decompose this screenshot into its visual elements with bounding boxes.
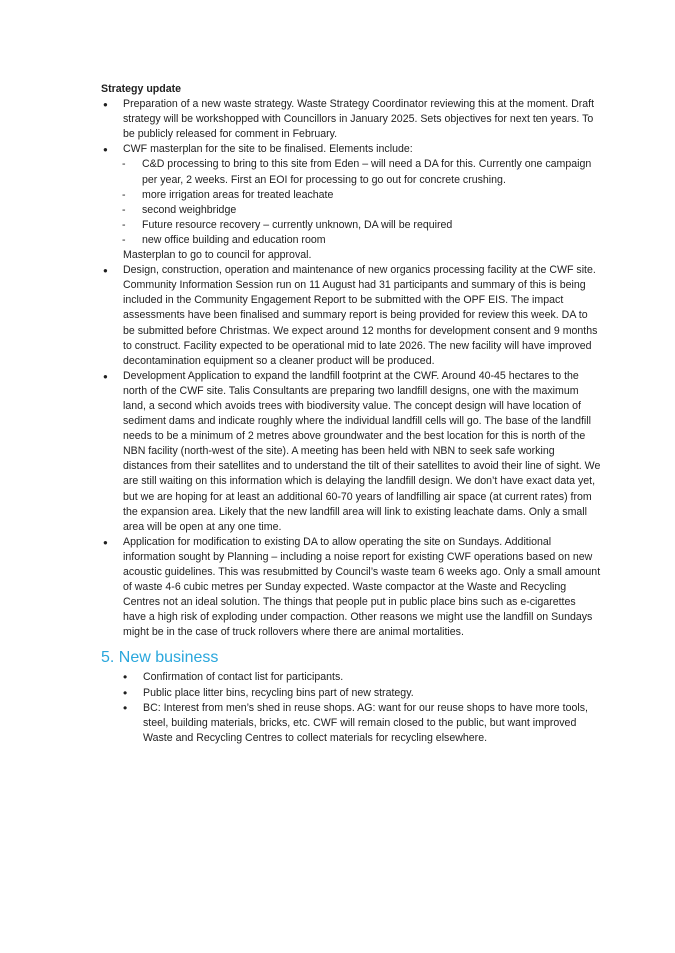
- new-business-list: [101, 670, 601, 745]
- masterplan-element: - new office building and education room: [101, 233, 601, 248]
- page-content: [101, 82, 601, 746]
- strategy-item-cwf-masterplan: [101, 142, 601, 157]
- masterplan-approval-note: Masterplan to go to council for approval.: [123, 249, 312, 262]
- masterplan-element: - second weighbridge: [101, 203, 601, 218]
- new-business-item: • BC: Interest from men’s shed in reuse shops. AG: want for our reuse shops to have more tools, steel, building materials, bricks, etc. CWF will remain closed to the public, but want improved Waste and Recycling Centres to collect materials for recycling elsewhere.: [101, 701, 601, 746]
- strategy-item-organics-facility: ● Design, construction, operation and maintenance of new organics processing facility at the CWF site. Community Information Session run on 11 August had 31 participants and summary of this is being included in the Community Engagement Report to be submitted with the OPF EIS. The impact assessments have been finalised and summary report is being provided for review this week. DA to be submitted before Christmas. We expect around 12 months for development consent and 9 months to construct. Facility expected to be operational mid to late 2026. The new facility will have improved decontamination equipment so a cleaner product will be produced.: [101, 263, 601, 369]
- new-business-item: • Public place litter bins, recycling bins part of new strategy.: [101, 686, 601, 701]
- masterplan-element: - Future resource recovery – currently unknown, DA will be required: [101, 218, 601, 233]
- strategy-item-sunday-operation: ● Application for modification to existing DA to allow operating the site on Sundays. Additional information sought by Planning – including a noise report for existing CWF operations based on new acoustic guidelines. This was resubmitted by Council’s waste team 6 weeks ago. Only a small amount of waste 4-6 cubic metres per Sunday expected. Waste compactor at the Waste and Recycling Centres not an ideal solution. The things that people put in public place bins such as e-cigarettes have a high risk of exploding under compaction. Other reasons we might use the landfill on Sundays might be in the case of truck rollovers where there are animal mortalities.: [101, 535, 601, 641]
- strategy-item-landfill-expansion: ● Development Application to expand the landfill footprint at the CWF. Around 40-45 hectares to the north of the CWF site. Talis Consultants are preparing two landfill designs, one with the maximum land, a second which avoids trees with biodiversity value. The concept design will have location of sediment dams and indicate roughly where the individual landfill cells will go. The base of the landfill needs to be a minimum of 2 metres above groundwater and the best location for this is north of the NBN facility (north-west of the site). A meeting has been held with NBN to seek safe working distances from their satellites and to understand the tilt of their satellites to avoid their line of sight. We are still waiting on this information which is delaying the landfill design. We don’t have exact data yet, but we are hoping for at least an additional 60-70 years of landfilling air space (at current rates) from the expansion area. Likely that the new landfill area will link to existing leachate dams. Only a small area will be open at any one time.: [101, 369, 601, 535]
- strategy-update-heading: Strategy update: [101, 83, 182, 95]
- new-business-item: • Confirmation of contact list for participants.: [101, 670, 601, 685]
- masterplan-element: - more irrigation areas for treated leachate: [101, 188, 601, 203]
- strategy-update-list: [101, 97, 601, 640]
- strategy-item-waste-strategy: ● Preparation of a new waste strategy. Waste Strategy Coordinator reviewing this at the moment. Draft strategy will be workshopped with Councillors in January 2025. Sets objectives for next ten years. To be publicly released for comment in February.: [101, 97, 601, 142]
- masterplan-element: - C&D processing to bring to this site from Eden – will need a DA for this. Currently one campaign per year, 2 weeks. First an EOI for processing to go out for concrete crushing.: [101, 157, 601, 187]
- new-business-heading: 5. New business: [101, 649, 219, 667]
- masterplan-intro: CWF masterplan for the site to be finalised. Elements include:: [123, 143, 413, 156]
